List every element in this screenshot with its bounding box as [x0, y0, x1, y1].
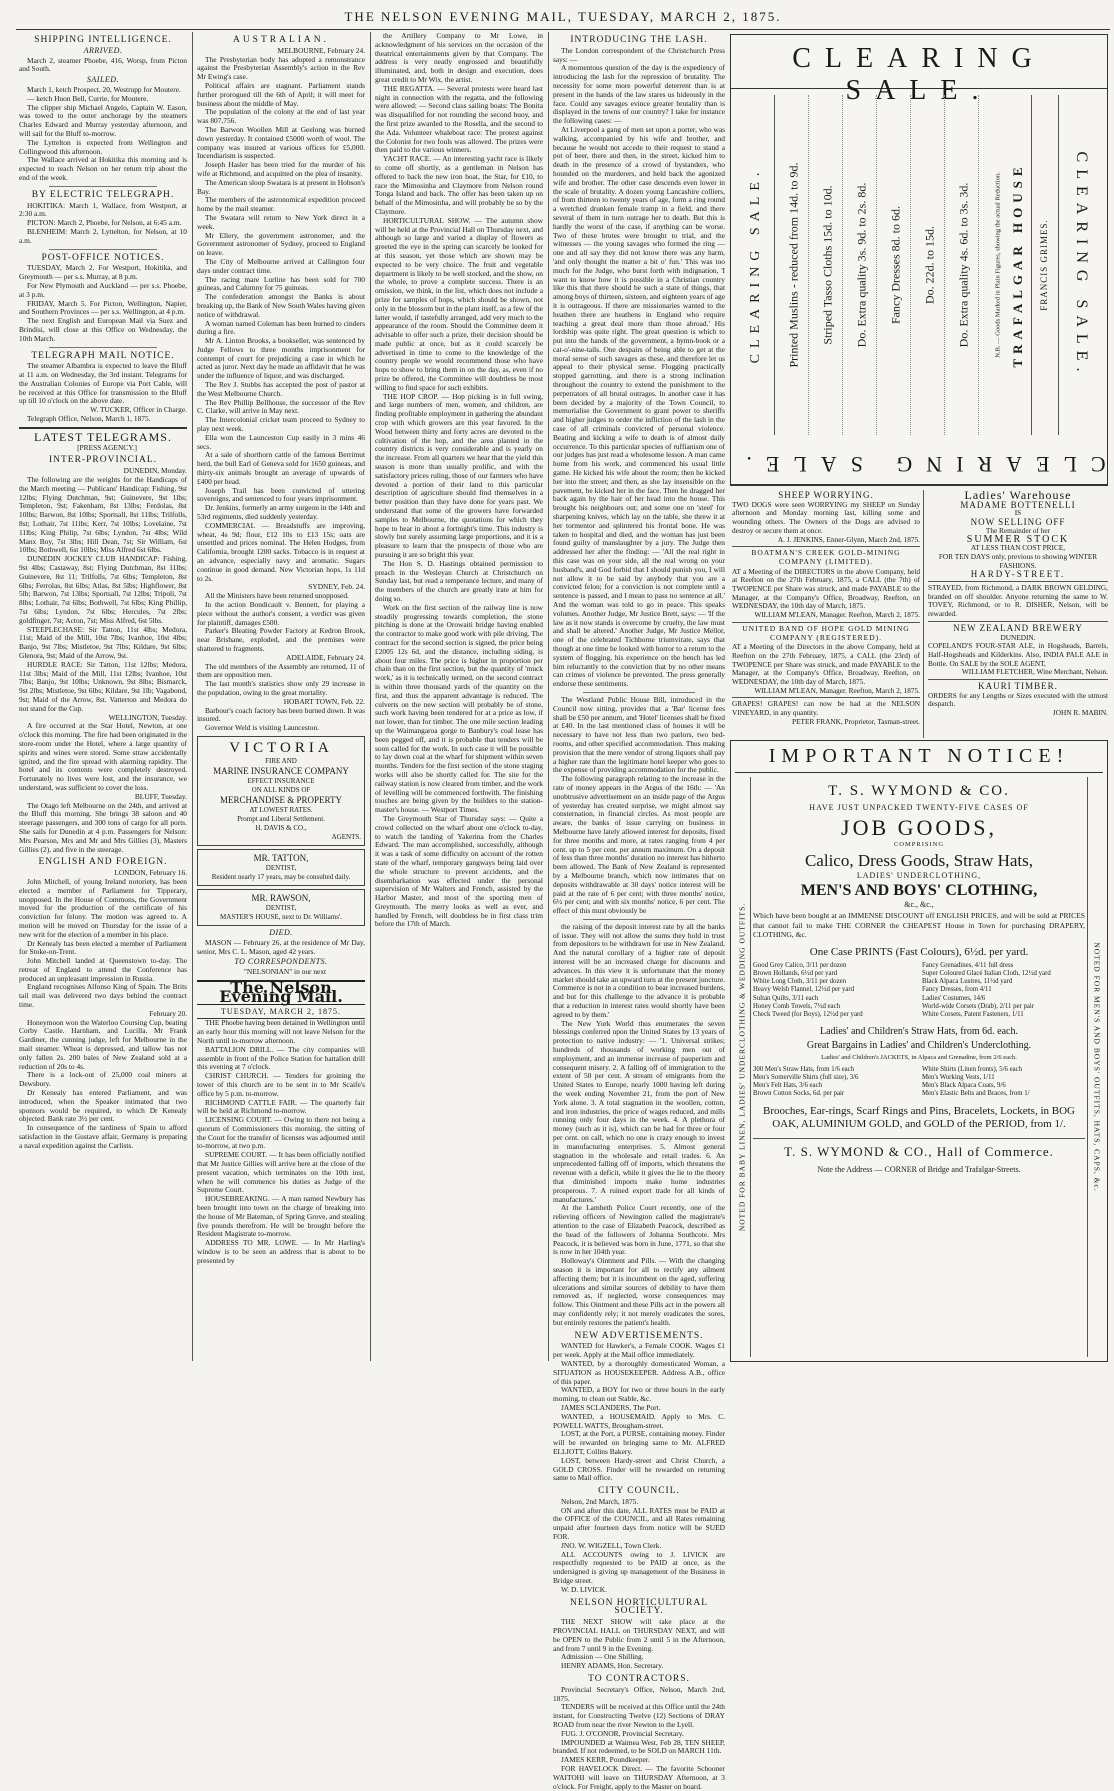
paragraph: W. D. LIVICK.	[561, 1584, 607, 1594]
paragraph: The London correspondent of the Christchurch Press says: —	[553, 45, 725, 64]
paragraph: WANTED, a HOUSEMAID. Apply to Mrs. C. POWELL WATTS, Brougham-street.	[553, 1411, 725, 1430]
paragraph: The New York World thus enumerates the seven blessings conferred upon the United States by 13 years of protection to native industry: — '1. Universal strikes; hundreds of thousands of working men out of employment, and an immense increase of pauperism and consequent misery. 2. A falling off of immigration to the extent of 50 per cent. A stream of emigrants from the United States to Europe, nearly 1000 having left during the week ending November 21, from the port of New York alone. 3. A total stagnation in the woollen, cotton, and iron industries, the price of wages reduced, and mills running only four days in the week. 4. A plethora of money (such as it is), which can be had for three or four per cent. on call, which no one is crazy enough to invest in manufacturing enterprises. 5. Almost general stagnation in the wholesale and retail trades. 6. An unprecedented falling off of imports, which threatens the revenue with a deficit, while it gives the lie to the theory that diminished imports make home industries prosperous. 7. A ruined export trade for all kinds of manufactures.'	[553, 1018, 725, 1204]
price-list-item: White Long Cloth, 3/11 per dozen	[753, 978, 846, 986]
dateline: LONDON, February 16.	[114, 868, 187, 878]
paragraph: Joseph Hasler has been tried for the murder of his wife at Richmond, and acquitted on the plea of insanity.	[197, 160, 365, 178]
dateline: ADELAIDE, February 24.	[286, 652, 365, 662]
paragraph: AT a Meeting of the Directors in the above Company, held at Reefton on the 27th February, 1875, a CALL (the 23rd) of TWOPENCE per Share was struck, and made PAYABLE to the Manager, at the Company's Office, Broadway, Reefton, on WEDNESDAY, the 10th day of March, 1875.	[732, 642, 920, 687]
signature: A. J. JENKINS, Enner-Glynn, March 2nd, 1875.	[777, 534, 920, 544]
paragraph: Dr. Jenkins, formerly an army surgeon in the 14th and 53rd regiments, died suddenly yesterday.	[197, 503, 365, 522]
ad-text: Brooches, Ear-rings, Scarf Rings and Pins, Bracelets, Lockets, in BOG OAK, ALUMINIUM GOLD, and GOLD of the PERIOD, from 1/.	[763, 1104, 1075, 1130]
price-list-item: Men's Felt Hats, 3/6 each	[753, 1082, 822, 1090]
price-row	[847, 95, 877, 435]
divider	[49, 186, 157, 187]
ad-text: HAVE JUST UNPACKED TWENTY-FIVE CASES OF	[809, 803, 1029, 812]
price-row-text: Do. Extra quality 3s. 9d. to 2s. 8d.	[854, 182, 868, 348]
clearing-sale-bottom: CLEARING SALE.	[731, 445, 1107, 485]
paragraph: COPELAND'S FOUR-STAR ALE, in Hogsheads, Barrels, Half-Hogsheads and Kilderkins. Also, INDIA PALE ALE in Bottle. On SALE by the SOLE AGENT,	[928, 641, 1108, 668]
paragraph: The Greymouth Star of Thursday says: — Quite a crowd collected on the wharf about one o'clock to-day, to watch the landing of Yakerina from the Charles Edward. The man accomplished, successfully, although it was a task of some difficulty on account of the rotten state of the wharf, temporary gangways being laid over the whole structure to prevent accidents, and the disembarkation was effected under the personal supervision of Mr Walters and French, assisted by the Harbor Master, and most of the sporting men of Greymouth. The merry looks as well as ever, and handled by French, will doubtless be in first class trim before the 17th of March.	[375, 813, 543, 929]
ad-text: LADIES' UNDERCLOTHING,	[856, 871, 982, 880]
price-row	[915, 95, 945, 435]
paragraph: FUG. J. O'CONOR, Provincial Secretary.	[561, 1728, 684, 1738]
ad-text: JOB GOODS,	[841, 815, 997, 840]
ad-text: FIRE AND	[265, 756, 297, 765]
paragraph: John Mitchell landed at Queenstown to-day. The retreat of England to attend the Conference has produced an unpleasant impression in Russia.	[19, 956, 187, 983]
price-row	[949, 95, 979, 435]
important-body	[753, 777, 1085, 1357]
paper-date: TUESDAY, MARCH 2, 1875.	[197, 1008, 365, 1020]
dateline: BLUFF, Tuesday.	[134, 791, 187, 801]
paragraph: The Presbyterian body has adopted a remonstrance against the Presbyterian Assembly's action in the Rev Mr Ewing's case.	[197, 54, 365, 82]
paragraph: The following are the weights for the Handicaps of the March meeting — Publicans' Handicap: Fishing, 9st 12lbs; Flying Dutchman, 9st; Guinevere, 9st 1lbs; Templeton, 9st; Fakenham, 8st 13lbs; Ferdolas, 8st 10lbs; Barwon, 8st 10lbs; Sportsall, 8st 11lbs; Trilfolls, 8st; Lothair, 7st 11lbs; Kerr, 7st 10lbs; Lovelaine, 7st 11lbs; King Philip, 7st 6lbs; Lyndon, 7st 4lbs; Wild Manx Boy, 7st 3lbs; Hill Dean, 7st; Sir William, 6st 10lbs; Bothwell, 6st 10lbs; Miss Alfred 6st 6lbs.	[19, 475, 187, 555]
ad-text: H. DAVIS & CO.,	[255, 823, 307, 832]
ad-text: MADAME BOTTENELLI	[960, 499, 1076, 510]
dateline: WELLINGTON, Tuesday.	[108, 712, 187, 722]
ad-text: Prompt and Liberal Settlement.	[237, 814, 325, 823]
post-office-heading: POST-OFFICE NOTICES.	[41, 252, 165, 263]
council-heading: CITY COUNCIL.	[598, 1486, 680, 1497]
owner-name: FRANCIS GRIMES.	[1039, 219, 1049, 311]
paragraph: "NELSONIAN" in our next	[243, 967, 327, 977]
paragraph: ON and after this date, ALL RATES must be PAID at the OFFICE of the COUNCIL, and all Rates remaining unpaid after fourteen days from notice will be SUED FOR.	[553, 1505, 725, 1542]
ad-text: AT LESS THAN COST PRICE,	[970, 543, 1066, 553]
ad-text: MERCHANDISE & PROPERTY	[220, 794, 342, 805]
price-list-item: Ladies' Costumes, 14/6	[922, 994, 986, 1002]
boatman-heading: BOATMAN'S CREEK GOLD-MINING COMPANY (LIMITED).	[751, 548, 901, 566]
paragraph: Mr A. Linton Brooks, a bookseller, was sentenced by Judge Fellows to three months imprisonment for contempt of court for prejudicing a case in which he acted as juror. Next day he made an affidavit that he was under the influence of liquor, and was discharged.	[197, 336, 365, 381]
price-list-item: Brown Cotton Socks, 6d. per pair	[753, 1090, 845, 1098]
divider	[19, 427, 187, 429]
ad-text: AGENTS.	[331, 832, 361, 841]
dateline: February 20.	[149, 1008, 187, 1018]
paragraph: The Westland Public House Bill, introduced in the Council now sitting, provides that a 'Bar' license fees shall be £50 per annum, and 'Hotel' licenses shall be fixed at £40. In the last mentioned class of houses it will be necessary to have not less than two parlors, two bed-rooms, and other specified accommodation. Thus making provision that the mere vendor of strong liquors shall pay a higher rate than the legitimate hotel keeper who goes to the expense of providing accommodation for the public.	[553, 694, 725, 775]
horticultural-heading: NELSON HORTICULTURAL SOCIETY.	[569, 1597, 709, 1617]
paragraph: The Otago left Melbourne on the 24th, and arrived at the Bluff this morning. She brings 38 saloon and 40 steerage passengers, and 300 tons of cargo for all ports. She sails for Dunedin at 4 p.m. Passengers for Nelson: Mrs Pearson, Mrs and Mr and Mrs Gillies (3), Masters Gillies (2), and five in the steerage.	[19, 800, 187, 854]
paragraph: The Wallace arrived at Hokitika this morning and is expected to reach Nelson on her return trip about the end of the week.	[19, 155, 187, 182]
trafalgar-house: TRAFALGAR HOUSE	[1010, 162, 1025, 368]
paragraph: Ella won the Launceston Cup easily in 3 mins 46 secs.	[197, 432, 365, 451]
paragraph: The members of the astronomical expedition proceed home by the mail steamer.	[197, 195, 365, 214]
sailed-label: SAILED.	[86, 75, 120, 85]
ad-text: EFFECT INSURANCE	[247, 776, 315, 785]
signature: WILLIAM M'LEAN, Manager. Reefton, March 2, 1875.	[754, 610, 920, 620]
clearing-left-band	[737, 95, 775, 435]
price-list-item: Super Coloured Glacé Italian Cloth, 12½d yard	[922, 969, 1051, 977]
column-1	[16, 32, 190, 1361]
price-row	[881, 95, 911, 435]
price-list-item: Good Grey Calico, 3/11 per dozen	[753, 961, 847, 969]
paragraph: Dr Kenealy has been elected a member of Parliament for Stoke-on-Trent.	[19, 938, 187, 957]
price-list-item: Men's Elastic Belts and Braces, from 1/	[922, 1090, 1030, 1098]
price-list-item: Black Alpaca Lustres, 11½d yard	[922, 978, 1013, 986]
victoria-insurance-ad	[197, 736, 365, 846]
paragraph: Admission — One Shilling.	[561, 1652, 644, 1662]
ad-text: IS	[1014, 508, 1022, 518]
tatton-dentist-ad	[197, 849, 365, 886]
paragraph: The Hon S. D. Hastings obtained permission to preach in the Wesleyan Church at Christchurch on Sunday last, but read a temperance lecture, and many of the members of the church are greatly irate at him for doing so.	[375, 558, 543, 603]
kauri-heading: KAURI TIMBER.	[978, 681, 1058, 692]
ad-text: FOR TEN DAYS only, previous to showing WINTER FASHIONS.	[938, 551, 1098, 570]
paragraph: MASON — February 26, at the residence of Mr Day, senior, Mrs C. L. Mason, aged 42 years.	[197, 937, 365, 956]
new-ads-heading: NEW ADVERTISEMENTS.	[574, 1330, 704, 1341]
small-ads-right	[928, 490, 1108, 738]
side-band-right	[1087, 777, 1105, 1357]
paragraph: the Artillery Company to Mr Lowe, in acknowledgment of his services on the occasion of the theatrical entertainments given by that Company. The address is very neatly engrossed and beautifully illuminated, and, both in design and execution, does great credit to Mr Wix, the artist.	[375, 31, 543, 84]
paragraph: The Rev J. Stubbs has accepted the post of pastor at the West Melbourne Church.	[197, 380, 365, 398]
australian-heading: AUSTRALIAN.	[232, 35, 330, 45]
ad-text: Which have been bought at an IMMENSE DISCOUNT off ENGLISH PRICES, and will be sold at PRICES that cannot fail to make THE CORNER the CHEAPEST House in Town for purchasing DRAPERY, CLOTHING, &c.	[753, 911, 1085, 939]
paragraph: TENDERS will be received at this Office until the 24th instant, for Constructing Twelve (12) Sections of DRAY ROAD from near the river Newton to the Lyell.	[553, 1702, 725, 1730]
paragraph: Telegraph Office, Nelson, March 1, 1875.	[27, 414, 151, 424]
paragraph: GRAPES! GRAPES! can now be had at the NELSON VINEYARD, in any quantity.	[732, 699, 920, 718]
paragraph: TUESDAY, March 2. For Westport, Hokitika, and Greymouth — per s.s. Murray, at 8 p.m.	[19, 263, 187, 282]
paragraph: The population of the colony at the end of last year was 807,756.	[197, 107, 365, 126]
paragraph: WANTED, by a thoroughly domesticated Woman, a SITUATION as HOUSEKEEPER. Address A.B., office of this paper.	[553, 1358, 725, 1386]
ad-text: The Remainder of her	[985, 525, 1051, 535]
paragraph: JAMES KERR, Poundkeeper.	[561, 1755, 650, 1765]
paragraph: JAMES SCLANDERS, The Port.	[561, 1402, 661, 1412]
house-row	[1003, 95, 1033, 435]
column-3	[372, 32, 546, 1361]
price-list-item: White Corsets, Patent Fasteners, 1/11	[922, 1011, 1024, 1019]
paragraph: WANTED, a BOY for two or three hours in the early morning, to clean out Stable, &c.	[553, 1385, 725, 1404]
ad-text: AT LOWEST RATES.	[249, 805, 313, 814]
side-band-left	[733, 777, 751, 1357]
ad-text: MEN'S AND BOYS' CLOTHING,	[800, 882, 1038, 899]
price-row-text: Printed Muslins - reduced from 14d. to 9d.	[786, 162, 800, 368]
divider	[49, 347, 157, 348]
paragraph: Joseph Trail has been convicted of uttering sovereigns, and sentenced to four years imprisonment.	[197, 485, 365, 504]
ad-text: MARINE INSURANCE COMPANY	[213, 765, 349, 776]
brewery-heading: NEW ZEALAND BREWERY	[953, 622, 1083, 633]
paragraph: IMPOUNDED at Waimea West, Feb 28, TEN SHEEP, branded. If not redeemed, to be SOLD on MARCH 11th.	[553, 1737, 725, 1756]
column-rule	[192, 32, 193, 1361]
clearing-sale-ad	[730, 34, 1108, 486]
paragraph: The confederation amongst the Banks is about breaking up, the Bank of New South Wales having given notice of withdrawal.	[197, 292, 365, 319]
paragraph: March 2, steamer Phoebe, 416, Worsp, from Picton and South.	[19, 55, 187, 74]
price-row-text: Do. Extra quality 4s. 6d. to 3s. 3d.	[956, 182, 970, 348]
important-notice-ad	[730, 740, 1108, 1362]
paragraph: Political affairs are stagnant. Parliament stands further prorogued till the 6th of April; it will meet for business about the middle of May.	[197, 80, 365, 108]
paragraph: Parker's Bleating Powder Factory at Kedron Brook, near Brisbane, exploded, and the premises were shattered to fragments.	[197, 626, 365, 653]
price-list-item: Honey Comb Towels, 7½d each	[753, 1002, 840, 1010]
price-row-text: Fancy Dresses 8d. to 6d.	[888, 206, 902, 324]
dateline: DUNEDIN, Monday.	[123, 466, 187, 476]
paragraph: At the Lambeth Police Court recently, one of the relieving officers of Newington called the magistrate's attention to the case of Elizabeth Peacock, described as the head of the followers of Johanna Southcote. Mrs Peacock, it is believed was born in June, 1771, so that she is now in her 104th year.	[553, 1203, 725, 1257]
masthead: THE NELSON EVENING MAIL, TUESDAY, MARCH 2, 1875.	[16, 4, 1110, 30]
price-list-item: Men's Somerville Shirts (full size), 3/6	[753, 1073, 859, 1081]
paragraph: CHRIST CHURCH. — Tenders for groining the tower of this church are to be sent in to Mr Scaife's office by 5 p.m. to-morrow.	[197, 1071, 365, 1098]
paragraph: Holloway's Ointment and Pills. — With the changing season it is important for all to rectify any ailment affecting them; but it is incumbent on the aged, suffering ulcerations and similar sources of debility to have them removed as, if neglected, worse consequences may follow. This Ointment and these Pills act in the powers all may confidently rely; it not merely eradicates the sores, but entirely restores the patient's health.	[553, 1256, 725, 1327]
ad-text: ON ALL KINDS OF	[251, 785, 311, 794]
small-ads-left	[732, 490, 924, 738]
paragraph: STRAYED, from Richmond, a DARK BROWN GELDING, branded on off shoulder. Anyone returning the same to W. TOVEY, Richmond, or to R. DISHER, Nelson, will be rewarded.	[928, 583, 1108, 619]
signature: JOHN R. MABIN.	[1052, 708, 1108, 718]
paragraph: Governor Weld is visiting Launceston.	[205, 723, 320, 733]
paragraph: THE NEXT SHOW will take place at the PROVINCIAL HALL on THURSDAY NEXT, and will be OPEN to the Public from 2 until 5 in the Afternoon, and from 7 until 9 in the Evening.	[553, 1617, 725, 1653]
price-list-item: Fancy Dresses, from 4/11	[922, 986, 992, 994]
correspondents-heading: TO CORRESPONDENTS.	[234, 957, 328, 967]
ad-text: MASTER'S HOUSE, next to Dr. Williams'.	[220, 912, 342, 921]
paragraph: The next English and European Mail via Suez and Brindisi, will close at this Office on Wednesday, the 10th March.	[19, 316, 187, 343]
ad-text: COMPRISING	[893, 841, 945, 848]
paragraph: Honeymoon won the Waterloo Coursing Cup, beating Corby Castle. Harnham, and Lucilla. Mr Frank Gardiner, the cunning judge, left for Melbourne in the mail steamer. Wheat is depressed, and tallow has not only fallen 2s. 200 bales of New Zealand sold at a reduction of 20s to 4s.	[19, 1017, 187, 1071]
price-list-2	[753, 1066, 1085, 1099]
paragraph: A momentous question of the day is the expediency of introducing the lash for the repression of brutality. The necessity for some more powerful deterrent than is at present in the hands of the law stares us hideously in the face. Could any savages evince greater brutality than is displayed in the towns of our country? I take for instance the following cases: —	[553, 63, 725, 126]
paragraph: In consequence of the tardiness of Spain to afford satisfaction in the Gustave affair, Germany is preparing a naval expedition against the Carlists.	[19, 1123, 187, 1150]
paragraph: TWO DOGS were seen WORRYING my SHEEP on Sunday afternoon and Monday morning last, killing some and wounding others. The Owners of the Dogs are advised to destroy or secure them at once.	[732, 499, 920, 535]
rawson-dentist-ad	[197, 889, 365, 926]
side-text-left: NOTED FOR BABY LINEN, LADIES' UNDERCLOTHING & WEDDING OUTFITS.	[737, 902, 746, 1232]
paragraph: The American sloop Swatara is at present in Hobson's Bay.	[197, 177, 365, 196]
paragraph: The steamer Albambra is expected to leave the Bluff at 11 a.m. on Wednesday, the 3rd instant. Telegrams for the Australian Colonies of Europe via Port Cable, will be received at this Office for transmission to the Bluff up till 10 o'clock on the above date.	[19, 361, 187, 406]
paragraph: — ketch Huon Bell, Currie, for Moutere.	[27, 93, 149, 103]
price-list-left	[753, 1066, 916, 1099]
side-text-right: NOTED FOR MEN'S AND BOYS' OUTFITS, HATS, CAPS, &c.	[1092, 942, 1101, 1192]
paragraph: WANTED for Hawker's, a Female COOK. Wages £1 per week. Apply at the Mail office immediately.	[553, 1341, 725, 1360]
paragraph: HOUSEBREAKING. — A man named Newbury has been brought into town on the charge of breaking into the house of Mr Bateman, of Spring Grove, and stealing five pounds therefrom. He will be brought before the Resident Magistrate to-morrow.	[197, 1194, 365, 1239]
paragraph: Mr Ellery, the government astronomer, and the Government astronomer of Sydney, proceed to England on leave.	[197, 230, 365, 258]
signature: WILLIAM M'LEAN, Manager. Reefton, March 2, 1875.	[754, 685, 920, 695]
ad-title: MR. TATTON,	[253, 852, 309, 863]
clearing-sale-vertical: CLEARING SALE.	[747, 166, 763, 364]
price-list-item: White Shirts (Linen fronts), 5/6 each	[922, 1065, 1023, 1073]
paragraph: All the Ministers have been returned unopposed.	[205, 591, 349, 601]
owner-band	[1032, 95, 1056, 435]
paragraph: FRIDAY, March 5. For Picton, Wellington, Napier, and Southern Provinces — per s.s. Wellington, at 4 p.m.	[19, 298, 187, 317]
column-4	[550, 32, 728, 1791]
shipping-heading: SHIPPING INTELLIGENCE.	[34, 35, 172, 45]
price-list-item: Men's Working Vests, 1/11	[922, 1073, 995, 1081]
paragraph: ALL ACCOUNTS owing to J. LIVICK are respectfully requested to be PAID at once, as the undersigned is giving up management of the Business in Bridge street.	[553, 1549, 725, 1586]
ad-text: NOW SELLING OFF	[970, 517, 1066, 528]
price-list-item: Fancy Grenadines, 4/11 full dress	[922, 961, 1014, 969]
paragraph: The clipper ship Michael Angelo, Captain W. Eason, was towed to the outer anchorage by the steamers Charles Edward and Murray yesterday afternoon, and will sail for the Bluff to-morrow.	[19, 102, 187, 138]
paragraph: HENRY ADAMS, Hon. Secretary.	[561, 1661, 664, 1671]
paragraph: The following paragraph relating to the increase in the rate of money appears in the Argus of the 16th: — 'An unobtrusive advertisement on an inside page of the Argus of yesterday has created surprise, we might almost say consternation, in financial circles. As most people are aware, the banks of issue carrying on business in Melbourne have lately allowed interest for deposits, fixed for three months and more, at rates ranging from 4 per cent. up to 5 per cent. per annum maximum. On a deposit of less than three months' duration no interest has hitherto been allowed. The Bank of New Zealand is represented by a Melbourne branch, which now intimates that on deposits withdrawable at 30 days' notice interest will be paid at the rate of 6 per cent; with three months' notice, 6½ per cent; and with six months' notice, 6 per cent. The effect of this must obviously be	[553, 774, 725, 916]
paper-nameplate: The Nelson Evening Mail.	[197, 980, 365, 1005]
sheep-heading: SHEEP WORRYING.	[778, 490, 874, 500]
paragraph: Provincial Secretary's Office, Nelson, March 2nd, 1875.	[553, 1684, 725, 1703]
paragraph: In the action Bondicault v. Bennett, for playing a piece without the author's consent, a verdict was given for plaintiff, damages £500.	[197, 600, 365, 627]
ad-text: SUMMER STOCK	[966, 533, 1070, 545]
dateline: SYDNEY, Feb. 24.	[308, 582, 365, 592]
ad-title: VICTORIA	[229, 739, 333, 756]
price-list-right	[922, 1066, 1085, 1099]
paragraph: ORDERS for any Lengths or Sizes executed with the utmost despatch.	[928, 690, 1108, 709]
column-rule	[548, 32, 549, 1361]
paragraph: AT a Meeting of the DIRECTORS in the above Company, held at Reefton on the 27th February, 1875, a CALL (the 7th) of TWOPENCE per Share was struck, and made PAYABLE to the Manager, at the Company's Office, Broadway, Reefton, on WEDNESDAY, the 10th day of March, 1875.	[732, 566, 920, 611]
signature: W. TUCKER, Officer in Charge.	[90, 405, 187, 415]
ad-text: DENTIST,	[265, 903, 297, 912]
mail-notice-heading: TELEGRAPH MAIL NOTICE.	[31, 350, 175, 361]
paragraph: FOR HAVELOCK Direct. — The favorite Schooner WAITOHI will leave on THURSDAY Afternoon, at 3 o'clock. For Freight, apply to the Master on board.	[553, 1764, 725, 1791]
signature: WILLIAM FLETCHER, Wine Merchant, Nelson.	[961, 667, 1108, 677]
paragraph: England recognises Alfonso King of Spain. The Brits tail mail was delivered two days behind the contract time.	[19, 982, 187, 1010]
address: Note the Address — CORNER of Bridge and Trafalgar-Streets.	[817, 1164, 1021, 1174]
paragraph: The Intercolonial cricket team proceed to Sydney to play next week.	[197, 415, 365, 434]
paragraph: RICHMOND CATTLE FAIR. — The quarterly fair will be held at Richmond to-morrow.	[197, 1097, 365, 1116]
column-rule	[370, 32, 371, 1361]
ladies-warehouse-heading: Ladies' Warehouse	[964, 488, 1072, 502]
clearing-price-list	[779, 95, 1035, 435]
price-list-item: World-wide Corsets (Drab), 2/11 per pair	[922, 1002, 1035, 1010]
price-list-item: 300 Men's Straw Hats, from 1/6 each	[753, 1065, 855, 1073]
paragraph: HOKITIKA: March 1, Wallace, from Westport, at 2:30 a.m.	[19, 200, 187, 219]
paragraph: YACHT RACE. — An interesting yacht race is likely to come off shortly, as a gentleman in Nelson has offered to back the new iron boat, the Star, for £10, to race the Mimosinha and Claymore from Nelson round Tonga Island and back. The offer has been taken up on behalf of the Mimosinha, and will probably be so by the Claymore.	[375, 154, 543, 216]
paragraph: John Mitchell, of young Ireland notoriety, has been elected a member of Parliament for Tipperary, unopposed. In the House of Commons, the Government moved for the production of the certificate of his conviction for felony. The motion was agreed to. A motion will be moved on Thursday for the issue of a new writ for the election of a member in his place.	[19, 876, 187, 939]
ad-text: Resident nearly 17 years, may be consulted daily.	[211, 872, 351, 881]
divider	[583, 919, 695, 920]
clearing-note: N.B. — Goods Marked in Plain Figures, showing the actual Reduction.	[994, 172, 1002, 358]
price-list-item: Heavy Welsh Flannel, 12½d per yard	[753, 986, 855, 994]
firm-name: T. S. WYMOND & CO.	[828, 783, 1010, 799]
signature: PETER FRANK, Proprietor, Tasman-street.	[792, 716, 920, 726]
ad-text: One Case PRINTS (Fast Colours), 6½d. per yard.	[809, 945, 1029, 958]
paragraph: The Swatara will return to New York direct in a week.	[197, 212, 365, 231]
paragraph: A woman named Coleman has been burned to cinders during a fire.	[197, 318, 365, 337]
paragraph: PICTON: March 2, Phoebe, for Nelson, at 6:45 a.m.	[27, 218, 182, 228]
paragraph: Nelson, 2nd March, 1875.	[561, 1496, 639, 1506]
paragraph: BLENHEIM: March 2, Lyttelton, for Nelson, at 10 a.m.	[19, 226, 187, 245]
price-row	[813, 95, 843, 435]
english-foreign-heading: ENGLISH AND FOREIGN.	[38, 857, 168, 868]
price-row-text: Striped Tasso Cloths 15d. to 10d.	[820, 185, 834, 345]
paragraph: At a sale of shorthorn cattle of the famous Berrimut herd, the bull Earl of Geneva sold for 1650 guineas, and thirty-six animals brought an average of upwards of £400 per head.	[197, 450, 365, 486]
died-heading: DIED.	[269, 927, 293, 937]
paragraph: The old members of the Assembly are returned, 11 of them are opposition men.	[197, 661, 365, 680]
clearing-right-band	[1031, 95, 1103, 435]
paragraph: DUNEDIN JOCKEY CLUB HANDICAP: Fishing, 9st 4lbs; Castaway, 8st; Flying Dutchman, 8st 11lbs; Guinevere, 8st 11; Trilfolls, 7st 6lbs; Templeton, 8st 6lbs; Ferrolas, 8st 6lbs; Atlas, 8st 5lbs; Highflower, 8st 5lb; Barwon, 7st 13lbs; Sportsall, 7st 12lbs; Tripoli, 7st 8lbs; Lothair, 7st 6lbs; Bothwell, 7st 6lbs; King Phillip, 7st 6lbs; Lyndon, 7st 6lbs; Hercules, 7st 2lbs; goldfinger, 7st; Acton, 7st; Miss Alfred, 6st 5lbs.	[19, 554, 187, 625]
paragraph: The racing mare Lurline has been sold for 700 guineas, and Calumny for 75 guineas.	[197, 274, 365, 293]
firm-footer: T. S. WYMOND & CO., Hall of Commerce.	[753, 1138, 1085, 1160]
price-list-right	[922, 962, 1085, 1020]
paragraph: THE HOP CROP. — Hop picking is in full swing, and large numbers of men, women, and children, are finding profitable employment in gathering the abundant crop with which growers are this year favored. In the Wood between thirty and forty acres are devoted to the cultivation of the hop, and the area planted in the country districts is very considerable and is yearly on the increase. From all quarters we hear that the yield this season is more than usually prolific, and with the satisfactory prices ruling, those of our farmers who have devoted a portion of their land to this particular description of agriculture should find themselves in a better position than they have done for years past. We understand that some of the growers have forwarded samples to Melbourne, the quotations for which they hope to hear in about a fortnight's time. This industry is slowly but surely assuming large proportions, and it is a pleasure to learn that the prospects of those who are pursuing it are so bright this year.	[375, 391, 543, 560]
ad-text: DUNEDIN.	[1000, 632, 1036, 642]
clearing-sale-vertical-right: CLEARING SALE.	[1072, 151, 1090, 379]
paragraph: The last month's statistics show only 29 increase in the population, owing to the great mortality.	[197, 679, 365, 697]
inter-provincial-heading: INTER-PROVINCIAL.	[48, 455, 158, 466]
ad-text: Great Bargains in Ladies' and Children's Underclothing.	[806, 1039, 1032, 1051]
paragraph: SUPREME COURT. — It has been officially notified that Mr Justice Gillies will arrive here at the close of the present vacation, which terminates on the 10th inst, when he will commence his duties as Judge of the Supreme Court.	[197, 1150, 365, 1195]
contractors-heading: TO CONTRACTORS.	[588, 1674, 690, 1685]
ad-text: Calico, Dress Goods, Straw Hats,	[804, 851, 1034, 870]
ad-text: Ladies' and Children's JACKETS, in Alpaca and Grenadine, from 2/6 each.	[821, 1053, 1017, 1061]
lash-heading: INTRODUCING THE LASH.	[570, 35, 708, 45]
important-title: IMPORTANT NOTICE!	[735, 741, 1103, 773]
paragraph: For New Plymouth and Auckland — per s.s. Phoebe, at 3 p.m.	[19, 280, 187, 299]
price-list-1	[753, 962, 1085, 1020]
paragraph: LICENSING COURT. — Owing to there not being a quorum of Commissioners this morning, the sitting of the Court for the transfer of licenses was adjourned until to-morrow, at two p.m.	[197, 1115, 365, 1151]
paragraph: At Liverpool a gang of men set upon a porter, who was walking, accompanied by his wife and brother, and because he would not accede to their request to stand a pot of beer, there and then, in the street, kicked him to death in the presence of a crowd of bystanders, who hounded on the murderers, and held back the agonized wife and brother. The other case descends even lower in the scale of brutality. A dozen young Lancashire colliers, of from thirteen to twenty years of age, form a ring round a wretched drunken female tramp in a field, and there several of them in turn outrage her to death. But this is hardly the worst of the case, if anything can be worse. Two of these brutes were brought to trial, and the witnesses — the young savages who formed the ring — one and all say they did not know there was any harm, 'and only thought the matter a bit o' fun.' This was too much for the Judge, who burst forth with indignation, 'I want to know how it is possible in a Christian country like this that there should be such a state of things, that among boys of thirteen, sixteen, and eighteen years of age it is outrageous. If there are missionaries wanted to the heathen there are heathens in England who require teaching a great deal more than those abroad.' His lordship was quite right. The great question is which to put into the hands of the government, a hymn-book or a cat-o'-nine-tails. One despairs of being able to get at the moral sense of such savages as these, and therefore let us appeal to their physical sense. Flogging practically stopped garrotting, and there is a strong inclination throughout the country to extend the punishment to the perpetrators of all brutal outrages. In another case it has been decided by a majority of the Town Council, to memorialise the Government to grant power to sheriffs and higher judges to order the infliction of the lash in the case of all criminals convicted of personal violence. Beating and kicking a wife to death is of almost daily occurrence. To this particular species of ruffianism one of our judges has just read a wholesome lesson. A man came home from his work, and commenced his usual little game. He kicked his wife about the room; then he kicked her into the street; and then, as she lay insensible on the pavement, he kicked her in the face. Then he dragged her back again by the hair of her head into the house. This brought his neighbours out; and some one on 'steel' for sharpening knives, which lay on the table, she threw it at her tormentor and splintered his frontal bone. He was taken to hospital and died, and the woman has just been found guilty of manslaughter by a jury. The Judge then addressed her after the finding: — 'All the real right in this case was on your side, all the real wrong on your husband's, and God forbid that I should punish you, I will not allow it to be said by anybody that you are a convicted felon; for a conviction is not complete until a sentence is passed, and I mean to pass no sentence at all.' And the woman was told to go in peace. This speaks volumes. Another Judge, Mr Justice Brett, says: — 'If the law as it now stands is overcome by cruelty, the law must and shall be altered.' Another Judge, Mr Justice Mellor, one of the celebrated Tichborne triumvirate, says that though at one time he looked with horror to a return to the system of flogging, his experience on the bench has led him reluctantly to the conviction that by no other means can crimes of violence be prevented. The press generally endorse these sentiments.	[553, 124, 725, 689]
paragraph: HURDLE RACE: Sir Tatton, 11st 12lbs; Medora, 11st 3lbs; Maid of the Mill, 11st 12lbs; Ivanhoe, 10st 7lbs; Banjo, 9st 10lbs; Unknown, 9st 8lbs; Bismarck, 9st 2lbs; Mistletoe, 9st 6lbs; Kildare, 9st 1lb; Vagabond, 9st; Maid of the Arrow, 8st. Vatterton and Medora do not stand for the Cup.	[19, 659, 187, 713]
paragraph: LOST, at the Port, a PURSE, containing money. Finder will be rewarded on bringing same to Mr. ALFRED ELLIOTT, Collins Bakery.	[553, 1429, 725, 1456]
paragraph: March 1, ketch Prospect, 20, Westrupp for Moutere.	[27, 84, 181, 94]
paragraph: The City of Melbourne arrived at Callington four days under contract time.	[197, 256, 365, 275]
paragraph: BATTALION DRILL. — The city companies will assemble in front of the Police Station for battalion drill this evening at 7 o'clock.	[197, 1044, 365, 1072]
paragraph: ADDRESS TO MR. LOWE. — In Mr Harling's window is to be seen an address that is about to be presented by	[197, 1238, 365, 1265]
paragraph: STEEPLECHASE: Sir Tatton, 11st 4lbs; Medora, 11st; Maid of the Mill, 10st 7lbs; Ivanhoe, 10st 4lbs; Banjo, 9st 7lbs; Mistletoe, 9st 7lbs; Kildare, 9st 6lbs; Glenora, 9st; Maid of the Arrow, 9st.	[19, 624, 187, 660]
ad-title: MR. RAWSON,	[251, 892, 311, 903]
paragraph: HORTICULTURAL SHOW. — The autumn show will be held at the Provincial Hall on Thursday next, and although so large and varied a display of flowers as greeted the eye in the spring can scarcely be looked for at this season, yet those which are shown may be expected to be very choice. The fruit and vegetable department is likely to be well stocked, and the show, on the whole, to prove a complete success. There is an omission, we think, in the list, which does not include a prize for samples of hops, which should be shown, not only in the blossom but in the plant itself, as a few of the latter would, if tastefully arranged, add very much to the appearance of the room. Should the Committee deem it advisable to offer such a prize, their decision should be made public at once, but as it could scarcely be advertised in time to come to the knowledge of the country people we would recommend those who have hops to show to bring them in on the day, as, even if no prize be offered, the Committee will doubtless be most willing to find space for such exhibits.	[375, 215, 543, 392]
ad-text: &c., &c.,	[904, 900, 934, 909]
paragraph: LOST, between Hardy-street and Christ Church, a GOLD CROSS. Finder will be rewarded on returning same to Mail office.	[553, 1455, 725, 1483]
price-list-item: Sultan Quilts, 3/11 each	[753, 994, 819, 1002]
paragraph: THE Phoebe having been detained in Wellington until an early hour this morning will not leave Nelson for the North until to-morrow afternoon.	[197, 1018, 365, 1045]
paragraph: The Barwon Woollen Mill at Geelong was burned down yesterday. It contained £5000 worth of wool. The company was insured at various offices for £5,000. Incendiarism is suspected.	[197, 124, 365, 161]
clearing-right-title	[1058, 95, 1102, 435]
ad-text: HARDY-STREET.	[970, 569, 1066, 580]
price-list-item: Brown Hollands, 6½d per yard	[753, 969, 838, 977]
ad-text: Ladies' and Children's Straw Hats, from 6d. each.	[820, 1025, 1018, 1037]
paragraph: Dr Kenealy has entered Parliament, and was introduced, when the Speaker intimated that two sponsors would be required, to which Dr Kenealy objected. Bank rate 3½ per cent.	[19, 1088, 187, 1124]
dateline: MELBOURNE, February 24.	[277, 45, 365, 55]
price-list-item: Check Tweed (for Boys), 12½d per yard	[753, 1011, 863, 1019]
paragraph: The Lyttelton is expected from Wellington and Collingwood this afternoon.	[19, 137, 187, 156]
paragraph: THE REGATTA. — Several protests were heard last night in connection with the regatta, and the following were allowed: — Second class sailing boats: The Bonita was disqualified for not rounding the second buoy, and the first prize awarded to the Rosella, and the second to the Ada. Volunteer whaleboat race: The protest against the Colonist for two fouls was allowed. The prizes were then paid to the various winners.	[375, 83, 543, 155]
column-2	[194, 32, 368, 1361]
ad-text: DENTIST,	[265, 863, 297, 872]
divider	[583, 692, 695, 693]
paragraph: COMMERCIAL — Breadstuffs are improving, wheat, 4s 9d; flour, £12 10s to £13 15s; oats are unsettled and prices nominal. The Helen Hodges, from California, brought 1200 sacks. Tobacco is in request at an advance, especially navy and aromatic. Sugars continue in good demand. New Victorian hops, 1s 11d to 2s.	[197, 520, 365, 583]
price-list-item: Men's Black Alpaca Coats, 9/6	[922, 1082, 1006, 1090]
latest-telegrams-heading: LATEST TELEGRAMS.	[34, 429, 172, 444]
price-list-left	[753, 962, 916, 1020]
paragraph: The Rev Phillip Bellhouse, the successor of the Rev C. Clarke, will arrive in May next.	[197, 397, 365, 416]
clearing-sale-title: CLEARING SALE.	[731, 35, 1107, 89]
paragraph: JNO. W. WIGZELL, Town Clerk.	[561, 1540, 662, 1550]
paragraph: A fire occurred at the Star Hotel, Newton, at one o'clock this morning. The fire had been originated in the store-room under the Hotel, where a large quantity of spirits and wines were stored. Some straw accidentally ignited, and the fire spread with alarming rapidity. The hotel and its contents were completely destroyed. Fortunately no lives were lost, and the insurance, we understand, was sufficient to cover the loss.	[19, 721, 187, 792]
united-heading: UNITED BAND OF HOPE GOLD MINING COMPANY (REGISTERED).	[742, 623, 910, 642]
arrived-label: ARRIVED.	[83, 45, 123, 55]
paragraph: There is a lock-out of 25,000 coal miners at Dewsbury.	[19, 1070, 187, 1089]
paragraph: the raising of the deposit interest rate by all the banks of issue. They will not allow the sums they hold in trust from depositors to be withdrawn for use in New Zealand. And the natural corollary of a higher rate of deposit interest will be an increased charge for discounts and advances. In this view it is unfortunate that the money market should take an upward turn at the present juncture. Commerce is not in a condition to bear increased burdens, and but for this challenge to the advance it is probable that a reduction in interest rates would shortly have been agreed to by them.'	[553, 921, 725, 1019]
press-agency: [PRESS AGENCY.]	[77, 442, 137, 452]
price-row	[779, 95, 809, 435]
divider	[49, 249, 157, 250]
paragraph: Work on the first section of the railway line is now steadily progressing towards completion, the stone pitching is done at the Orowaiti bridge having enabled the contractor to make good work with pile driving. The contract for the second section is signed, the price being £2005 12s 6d, and the distance, including siding, is about four miles. The price is higher in proportion per chain than on the first section, but the quantity of 'muck work,' as it is technically termed, on the second contract is within three thousand yards of the quantity on the first, and thus the apparent advantage is reduced. The culverts on the new section will probably be of stone, such work having been tendered for at a price as low, if not lower, than for timber. The one mile section leading up the Waimangaroa gorge to Banbury's coal lease has been pegged off, and it is probable that tenders will be soon called for the work. In such case it will be possible to lay down coal at the wharf for shipment within seven months. Tenders for the first section of the stone staging works will also be shortly called for. The site for the railway station is now cleared from timber, and the work of levelling will be commenced forthwith. The finishing touches are being given by the builders to the station-master's house. — Westport Times.	[375, 602, 543, 815]
price-row-text: Do. 22d. to 15d.	[922, 226, 936, 304]
paragraph: Barbour's coach factory has been burned down. It was insured.	[197, 705, 365, 724]
dateline: HOBART TOWN, Feb. 22.	[283, 696, 365, 706]
telegraph-heading: BY ELECTRIC TELEGRAPH.	[31, 189, 175, 200]
